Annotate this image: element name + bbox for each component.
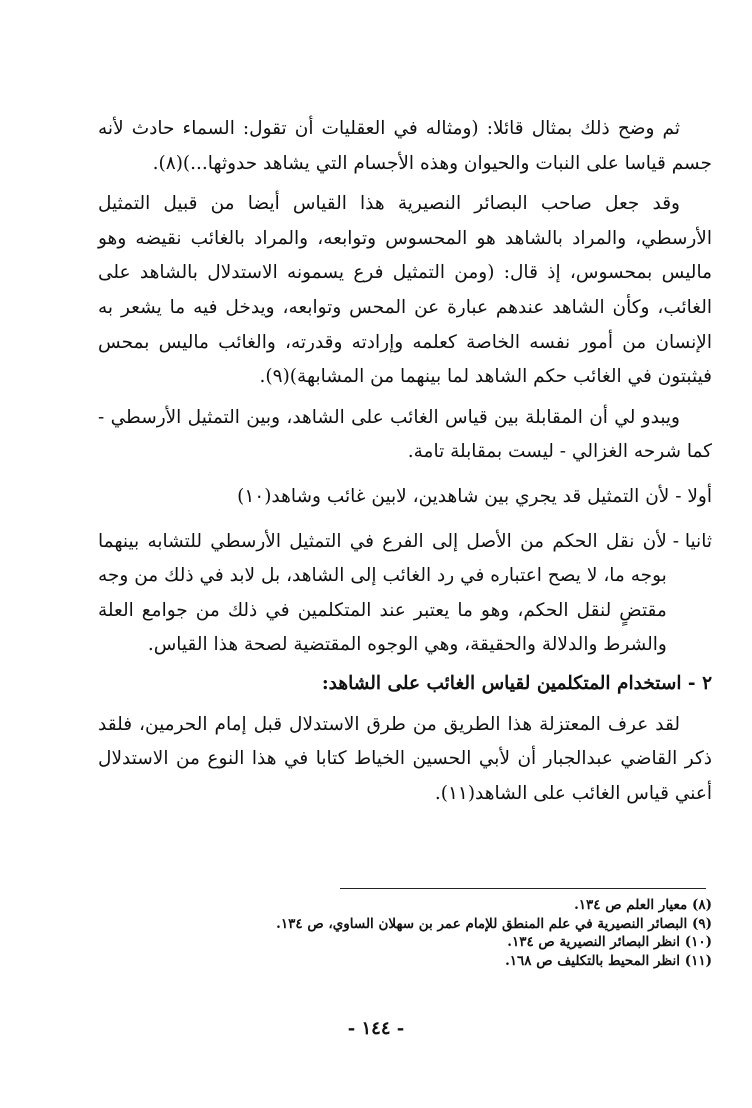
footnotes	[98, 896, 712, 970]
list-item-second	[98, 525, 712, 663]
list-text-first: لأن التمثيل قد يجري بين شاهدين، لابين غائب وشاهد(١٠)	[237, 485, 670, 507]
paragraph-3: ويبدو لي أن المقابلة بين قياس الغائب على الشاهد، وبين التمثيل الأرسطي - كما شرحه الغزالي - ليست بمقابلة تامة.	[98, 406, 712, 463]
footnote-divider	[340, 888, 706, 889]
list-text-second: لأن نقل الحكم من الأصل إلى الفرع في التمثيل الأرسطي للتشابه بينهما بوجه ما، لا يصح اعتباره في رد الغائب إلى الشاهد، بل لابد في ذلك من وجه مقتضٍ لنقل الحكم، وهو ما يعتبر عند المتكلمين في ذلك من جوامع العلة والشرط والدلالة والحقيقة، وهي الوجوه المقتضية لصحة هذا القياس.	[98, 530, 667, 656]
main-text	[98, 112, 712, 811]
paragraph-4: لقد عرف المعتزلة هذا الطريق من طرق الاستدلال قبل إمام الحرمين، فلقد ذكر القاضي عبدالجبار أن لأبي الحسين الخياط كتابا في هذا النوع من الاستدلال أعني قياس الغائب على الشاهد(١١).	[98, 713, 712, 804]
footnote-10: (١٠) انظر البصائر النصيرية ص ١٣٤.	[507, 934, 712, 950]
list-item-first	[98, 480, 712, 515]
section-heading: ٢ - استخدام المتكلمين لقياس الغائب على الشاهد:	[321, 672, 712, 694]
footnote-8: (٨) معيار العلم ص ١٣٤.	[574, 897, 712, 913]
footnote-9: (٩) البصائر النصيرية في علم المنطق للإمام عمر بن سهلان الساوي، ص ١٣٤.	[276, 915, 712, 932]
paragraph-1: ثم وضح ذلك بمثال قائلا: (ومثاله في العقليات أن تقول: السماء حادث لأنه جسم قياسا على النبات والحيوان وهذه الأجسام التي يشاهد حدوثها...)(٨).	[98, 118, 712, 174]
paragraph-2: وقد جعل صاحب البصائر النصيرية هذا القياس أيضا من قبيل التمثيل الأرسطي، والمراد بالشاهد هو المحسوس وتوابعه، والمراد بالغائب نقيضه وهو ماليس بمحسوس، إذ قال: (ومن التمثيل فرع يسمونه الاستدلال بالشاهد على الغائب، وكأن الشاهد عندهم عبارة عن المحس وتوابعه، ويدخل فيه ما يشعر به الإنسان من أمور نفسه الخاصة كعلمه وإرادته وقدرته، والغائب ماليس بمحس فيثبتون في الغائب حكم الشاهد لما بينهما من المشابهة)(٩).	[98, 193, 712, 388]
list-marker-first: أولا -	[675, 485, 712, 507]
list-marker-second: ثانيا -	[672, 530, 712, 552]
page-number: - ١٤٤ -	[347, 1018, 405, 1039]
footnote-11: (١١) انظر المحيط بالتكليف ص ١٦٨.	[505, 952, 712, 969]
